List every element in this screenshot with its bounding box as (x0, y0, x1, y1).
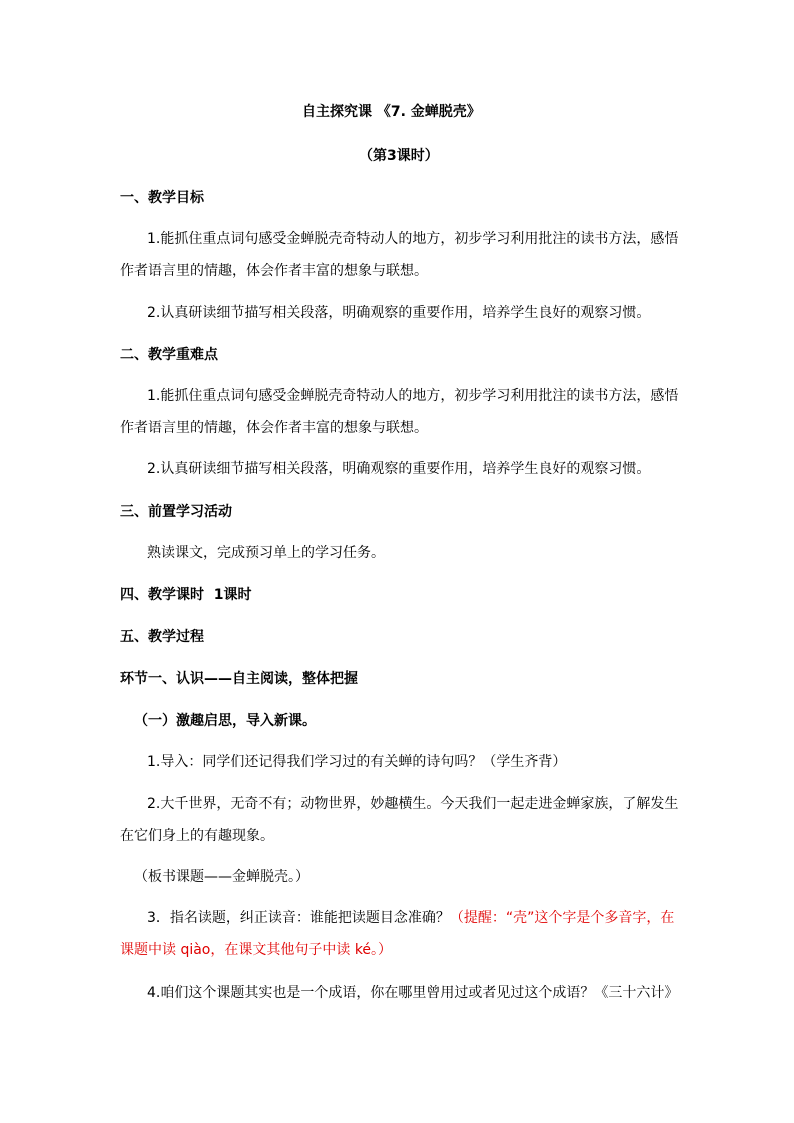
paragraph-line: 2.认真研读细节描写相关段落，明确观察的重要作用，培养学生良好的观察习惯。 (147, 305, 651, 321)
sub-heading: （一）激趣启思，导入新课。 (134, 713, 316, 729)
paragraph-line: 作者语言里的情趣，体会作者丰富的想象与联想。 (120, 263, 428, 279)
section-heading: 五、教学过程 (120, 629, 204, 645)
paragraph-line: （板书课题——金蝉脱壳。） (134, 869, 309, 885)
document-title: 自主探究课 《7. 金蝉脱壳》 (302, 104, 481, 120)
paragraph-line: 1.能抓住重点词句感受金蝉脱壳奇特动人的地方，初步学习利用批注的读书方法，感悟 (147, 388, 679, 404)
step-heading: 环节一、认识——自主阅读，整体把握 (120, 671, 358, 687)
section-heading: 四、教学课时 1课时 (120, 587, 252, 603)
document-subtitle: （第3课时） (359, 148, 439, 164)
section-heading: 二、教学重难点 (120, 347, 218, 363)
paragraph-line: 作者语言里的情趣，体会作者丰富的想象与联想。 (120, 420, 428, 436)
instruction-text: 3．指名读题，纠正读音：谁能把读题目念准确？ (147, 910, 450, 926)
paragraph-line: 熟读课文，完成预习单上的学习任务。 (147, 545, 385, 561)
paragraph-line: 2.大千世界，无奇不有；动物世界，妙趣横生。今天我们一起走进金蝉家族，了解发生 (147, 796, 679, 812)
reminder-text: 课题中读 qiào，在课文其他句子中读 ké。） (120, 942, 393, 958)
paragraph-line: 1.导入：同学们还记得我们学习过的有关蝉的诗句吗？（学生齐背） (147, 754, 567, 770)
paragraph-line: 4.咱们这个课题其实也是一个成语，你在哪里曾用过或者见过这个成语？《三十六计》 (147, 985, 679, 1001)
paragraph-line: 在它们身上的有趣现象。 (120, 828, 274, 844)
paragraph-line: 1.能抓住重点词句感受金蝉脱壳奇特动人的地方，初步学习利用批注的读书方法，感悟 (147, 231, 679, 247)
paragraph-line: 2.认真研读细节描写相关段落，明确观察的重要作用，培养学生良好的观察习惯。 (147, 461, 651, 477)
paragraph-line (147, 909, 674, 927)
reminder-text: （提醒：“壳”这个字是个多音字，在 (449, 910, 675, 926)
section-heading: 三、前置学习活动 (120, 504, 232, 520)
section-heading: 一、教学目标 (120, 190, 204, 206)
